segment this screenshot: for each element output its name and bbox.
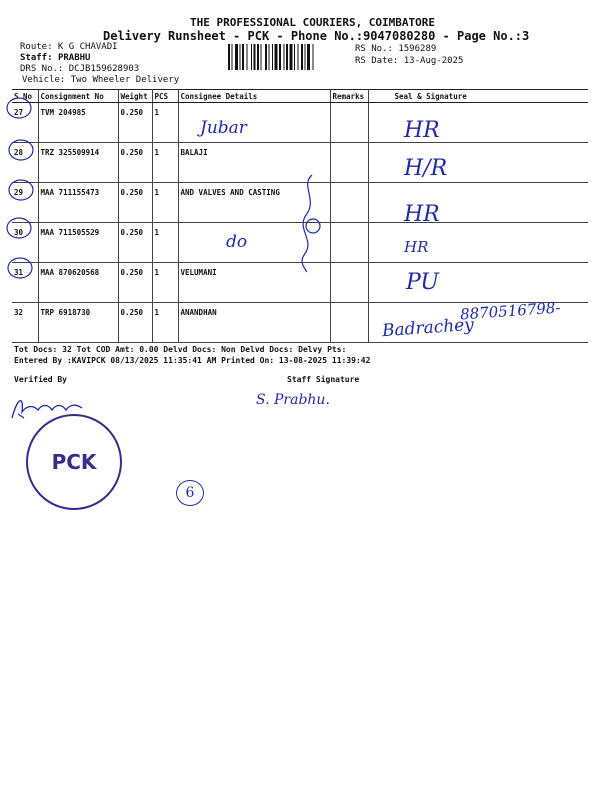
cell-weight: 0.250 (118, 103, 152, 143)
cell-consignee: AND VALVES AND CASTING (178, 183, 330, 223)
cell-sno: 30 (12, 223, 38, 263)
cell-weight: 0.250 (118, 263, 152, 303)
cell-pcs: 1 (152, 263, 178, 303)
cell-consignment: TRZ 325509914 (38, 143, 118, 183)
staff-signature: S. Prabhu. (256, 392, 330, 408)
hand-seal-29: HR (404, 202, 440, 227)
hand-name-32: Badrachey (381, 314, 475, 342)
hand-consignee-30: do (226, 232, 248, 252)
stamp-text: PCK (51, 450, 97, 474)
col-header-pcs: PCS (152, 90, 178, 103)
sno-circle-28 (9, 140, 33, 160)
cell-weight: 0.250 (118, 183, 152, 223)
cell-consignee: ANANDHAN (178, 303, 330, 343)
totals-line: Tot Docs: 32 Tot COD Amt: 0.00 Delvd Docs: Non Delvd Docs: Delvy Pts: (14, 345, 347, 354)
cell-consignment: TRP 6918730 (38, 303, 118, 343)
staff-line (20, 53, 90, 64)
cell-consignment: MAA 711505529 (38, 223, 118, 263)
cell-consignee: BALAJI (178, 143, 330, 183)
scribble-circle (306, 219, 320, 233)
cell-sno: 29 (12, 183, 38, 223)
sno-circle-30 (7, 218, 31, 238)
cell-sno: 31 (12, 263, 38, 303)
cell-sno: 27 (12, 103, 38, 143)
sno-circle-29 (9, 180, 33, 200)
barcode (228, 44, 352, 70)
sno-circle-27 (7, 98, 31, 118)
cell-consignee: VELUMANI (178, 263, 330, 303)
vehicle-line: Vehicle: Two Wheeler Delivery (22, 75, 180, 85)
col-header-weight: Weight (118, 90, 152, 103)
staff-signature-label: Staff Signature (287, 375, 360, 384)
cell-sno: 28 (12, 143, 38, 183)
hand-seal-30: HR (404, 238, 429, 256)
sno-circle-31 (8, 258, 32, 278)
circled-mark (176, 480, 204, 506)
hand-phone-32: 8870516798- (459, 298, 562, 324)
cell-consignment: MAA 870620568 (38, 263, 118, 303)
hand-seal-27: HR (404, 118, 440, 143)
col-header-remarks: Remarks (330, 90, 368, 103)
route-line: Route: K G CHAVADI (20, 42, 118, 52)
col-header-sno: S No (12, 90, 38, 103)
col-header-seal: Seal & Signature (368, 90, 588, 103)
cell-pcs: 1 (152, 143, 178, 183)
rs-date: RS Date: 13-Aug-2025 (355, 56, 464, 66)
rs-number: RS No.: 1596289 (355, 44, 437, 54)
col-header-consignee: Consignee Details (178, 90, 330, 103)
verified-by-label: Verified By (14, 375, 67, 384)
cell-weight: 0.250 (118, 223, 152, 263)
cell-consignment: TVM 204985 (38, 103, 118, 143)
circled-mark-text: 6 (185, 485, 195, 501)
cell-pcs: 1 (152, 303, 178, 343)
cell-weight: 0.250 (118, 303, 152, 343)
cell-pcs: 1 (152, 103, 178, 143)
drs-line: DRS No.: DCJB159628903 (20, 64, 140, 74)
runsheet-subtitle: Delivery Runsheet - PCK - Phone No.:9047080280 - Page No.:3 (103, 29, 530, 43)
staff-value: PRABHU (57, 53, 91, 63)
cell-sno: 32 (12, 303, 38, 343)
cell-weight: 0.250 (118, 143, 152, 183)
cell-pcs: 1 (152, 183, 178, 223)
entered-by-line: Entered By :KAVIPCK 08/13/2025 11:35:41 AM Printed On: 13-08-2025 11:39:42 (14, 356, 371, 365)
staff-label: Staff: (20, 53, 53, 63)
hand-seal-31: PU (406, 270, 439, 295)
col-header-consignment: Consignment No (38, 90, 118, 103)
company-title: THE PROFESSIONAL COURIERS, COIMBATORE (190, 16, 436, 29)
pck-stamp (26, 414, 122, 510)
hand-seal-28: H/R (404, 156, 448, 181)
cell-pcs: 1 (152, 223, 178, 263)
hand-consignee-27: Jubar (200, 118, 247, 138)
cell-consignment: MAA 711155473 (38, 183, 118, 223)
